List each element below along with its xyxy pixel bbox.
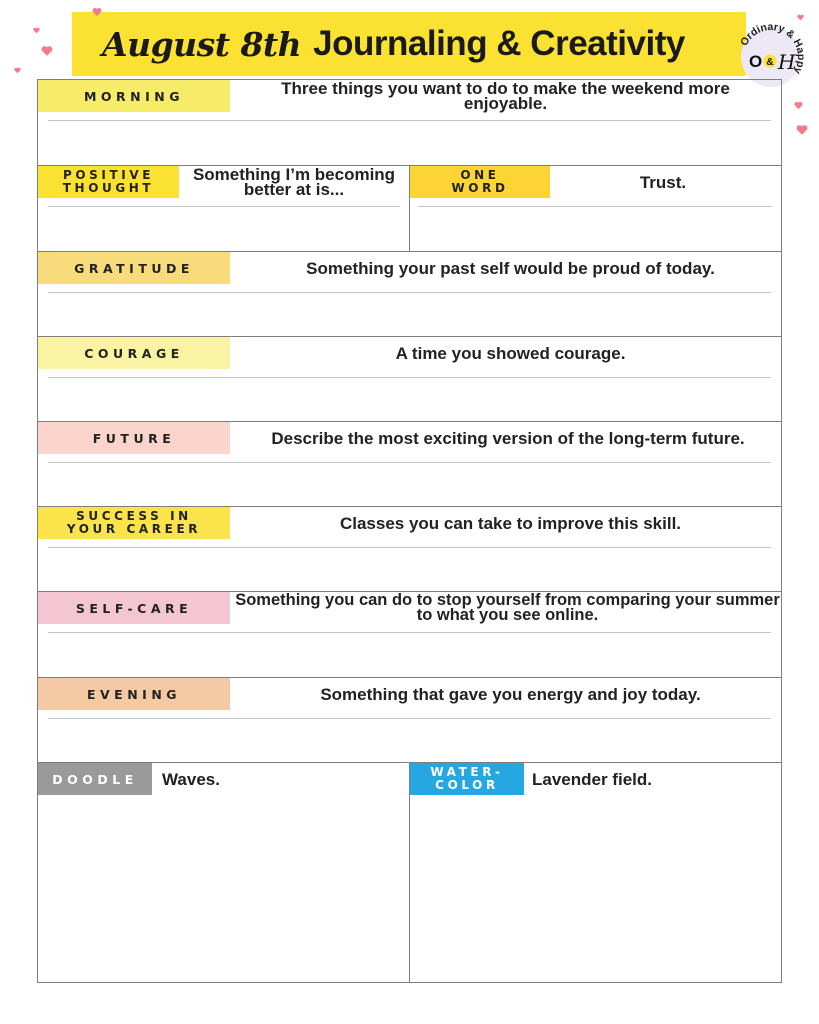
writing-line — [418, 206, 772, 207]
heart-icon — [14, 67, 21, 74]
success-in-your-career-label: SUCCESS IN YOUR CAREER — [38, 507, 230, 539]
self-care-label: SELF-CARE — [38, 592, 230, 624]
courage-prompt: A time you showed courage. — [395, 343, 626, 363]
writing-line — [48, 462, 771, 463]
section-courage — [38, 337, 781, 422]
writing-line — [48, 718, 771, 719]
future-prompt: Describe the most exciting version of the long-term future. — [271, 428, 745, 448]
section-self-care — [38, 592, 781, 678]
logo-monogram-h: H — [778, 50, 796, 74]
heart-icon — [796, 124, 808, 136]
self-care-prompt: Something you can do to stop yourself from comparing your summer to what you see online. — [235, 591, 780, 624]
section-doodle — [38, 763, 409, 982]
title-banner — [72, 12, 746, 76]
heart-icon — [33, 27, 40, 34]
evening-label: EVENING — [38, 678, 230, 710]
positive-thought-prompt: Something I’m becoming better at is... — [192, 165, 396, 199]
section-positive-thought-one-word — [38, 166, 781, 252]
section-one-word — [410, 166, 781, 251]
writing-line — [48, 120, 771, 121]
logo-monogram-amp: & — [766, 57, 774, 68]
success-in-your-career-prompt: Classes you can take to improve this skill. — [339, 513, 682, 533]
writing-line — [48, 632, 771, 633]
page-date: August 8th — [102, 24, 302, 64]
heart-icon — [41, 45, 53, 57]
journal-grid — [37, 79, 782, 983]
one-word-label: ONE WORD — [410, 166, 550, 198]
heart-icon — [92, 7, 102, 17]
section-success-in-your-career — [38, 507, 781, 592]
watercolor-label: WATER- COLOR — [410, 763, 524, 795]
page-title: Journaling & Creativity — [313, 24, 685, 63]
positive-thought-label: POSITIVE THOUGHT — [38, 166, 179, 198]
section-doodle-watercolor — [38, 763, 781, 982]
one-word-prompt: Trust. — [639, 172, 687, 192]
watercolor-prompt: Lavender field. — [532, 769, 652, 789]
writing-line — [48, 292, 771, 293]
morning-label: MORNING — [38, 80, 230, 112]
section-evening — [38, 678, 781, 763]
writing-line — [48, 206, 400, 207]
evening-prompt: Something that gave you energy and joy today. — [320, 684, 701, 704]
heart-icon — [794, 101, 803, 110]
section-watercolor — [410, 763, 781, 982]
logo-monogram-o: O — [749, 52, 763, 71]
section-morning — [38, 80, 781, 166]
section-positive-thought — [38, 166, 409, 251]
logo-ring-text: Ordinary & Happy — [738, 20, 807, 76]
doodle-label: DOODLE — [38, 763, 152, 795]
doodle-prompt: Waves. — [162, 769, 220, 789]
writing-line — [48, 377, 771, 378]
morning-prompt: Three things you want to do to make the weekend more enjoyable. — [281, 79, 730, 113]
section-future — [38, 422, 781, 507]
heart-icon — [797, 14, 804, 21]
writing-line — [48, 547, 771, 548]
gratitude-label: GRATITUDE — [38, 252, 230, 284]
gratitude-prompt: Something your past self would be proud of today. — [306, 258, 715, 278]
courage-label: COURAGE — [38, 337, 230, 369]
section-gratitude — [38, 252, 781, 337]
future-label: FUTURE — [38, 422, 230, 454]
